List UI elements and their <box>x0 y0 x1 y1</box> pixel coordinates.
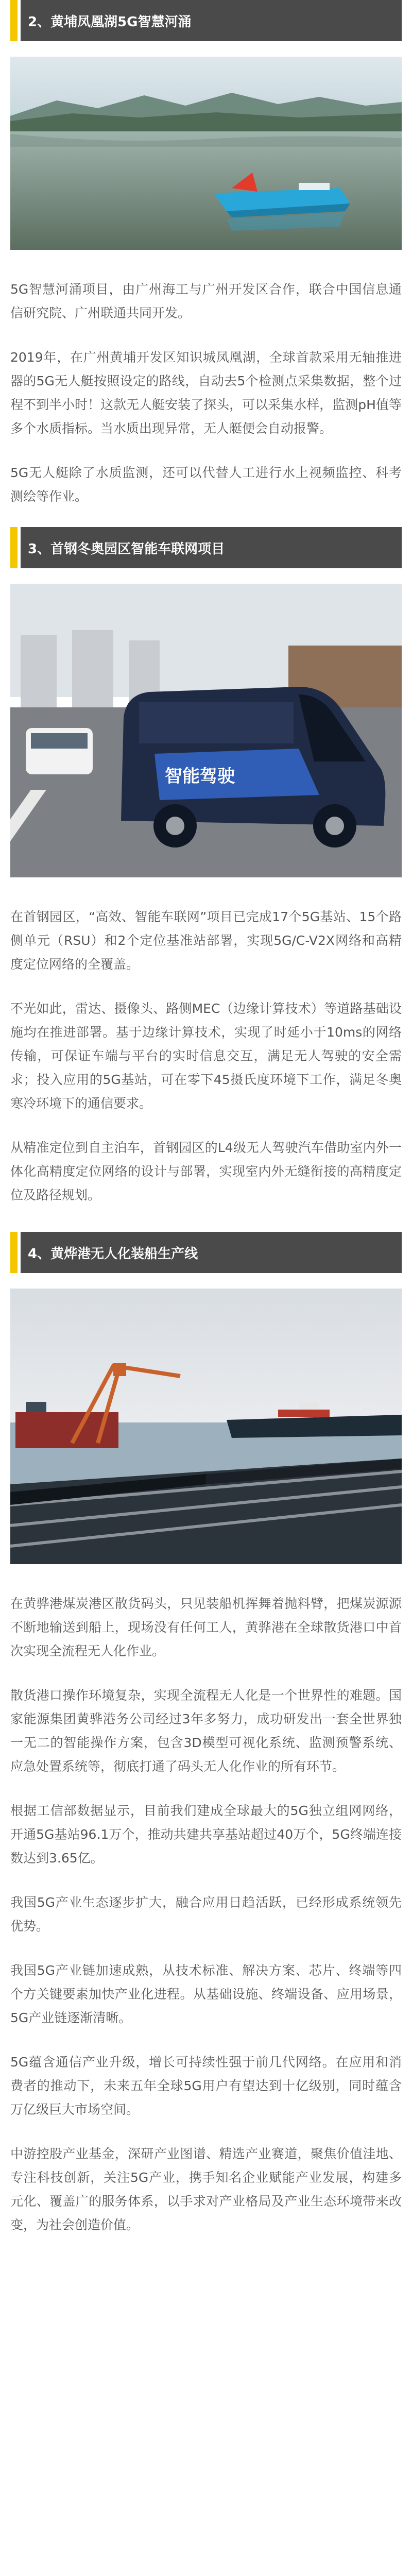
paragraph: 在黄骅港煤炭港区散货码头，只见装船机挥舞着抛料臂，把煤炭源源不断地输送到船上，现场没有任何工人，黄骅港在全球散货港口中首次实现全流程无人化作业。 <box>10 1596 402 1658</box>
heading-accent <box>18 1232 21 1273</box>
section-title: 4、黄烨港无人化装船生产线 <box>28 1246 198 1262</box>
paragraph: 中游控股产业基金，深研产业图谱、精选产业赛道，聚焦价值洼地、专注科技创新，关注5G产业，携手知名企业赋能产业发展，构建多元化、覆盖广的服务体系，以手求对产业格局及产业生态环境带来改变，为社会创造价值。 <box>10 2146 402 2232</box>
paragraph: 5G蕴含通信产业升级，增长可持续性强于前几代网络。在应用和消费者的推动下，未来五年全球5G用户有望达到十亿级别，同时蕴含万亿级巨大市场空间。 <box>10 2055 402 2117</box>
paragraph: 散货港口操作环境复杂，实现全流程无人化是一个世界性的难题。国家能源集团黄骅港务公司经过3年多努力，成功研发出一套全世界独一无二的智能操作方案，包含3D模型可视化系统、监测预警系统、应急处置系统等，彻底打通了码头无人化作业的所有环节。 <box>10 1688 402 1774</box>
paragraph: 不光如此，雷达、摄像头、路侧MEC（边缘计算技术）等道路基础设施均在推进部署。基于边缘计算技术，实现了时延小于10ms的网络传输，可保证车端与平台的实时信息交互，满足无人驾驶的安全需求；投入应用的5G基站，可在零下45摄氏度环境下工作，满足冬奥寒冷环境下的通信要求。 <box>10 1001 402 1111</box>
section-heading-2 <box>10 0 402 41</box>
paragraph: 5G智慧河涌项目，由广州海工与广州开发区合作，联合中国信息通信研究院、广州联通共同开发。 <box>10 282 402 320</box>
paragraph: 我国5G产业生态逐步扩大，融合应用日趋活跃，已经形成系统领先优势。 <box>10 1895 402 1934</box>
paragraph: 在首钢园区，“高效、智能车联网”项目已完成17个5G基站、15个路侧单元（RSU）和2个定位基准站部署，实现5G/C-V2X网络和高精度定位网络的全覆盖。 <box>10 909 402 972</box>
heading-accent <box>18 0 21 41</box>
autonomous-bus-illustration <box>10 584 402 877</box>
section-heading-4 <box>10 1232 402 1273</box>
paragraph: 我国5G产业链加速成熟，从技术标准、解决方案、芯片、终端等四个方关键要素加快产业化进程。从基础设施、终端设备、应用场景，5G产业链逐渐清晰。 <box>10 1963 402 2025</box>
paragraph: 5G无人艇除了水质监测，还可以代替人工进行水上视频监控、科考测绘等作业。 <box>10 465 402 504</box>
section-title: 2、黄埔凤凰湖5G智慧河涌 <box>28 14 192 30</box>
lake-boat-illustration <box>10 57 402 250</box>
autonomous-bus-image <box>10 584 402 877</box>
paragraph: 2019年，在广州黄埔开发区知识城凤凰湖，全球首款采用无轴推进器的5G无人艇按照设定的路线，自动去5个检测点采集数据，整个过程不到半小时！这款无人艇安装了探头，可以采集水样，监测pH值等多个水质指标。当水质出现异常，无人艇便会自动报警。 <box>10 350 402 436</box>
port-loading-illustration <box>10 1289 402 1564</box>
bus-lettering: 智能驾驶 <box>165 766 235 787</box>
heading-accent <box>18 527 21 568</box>
lake-boat-image <box>10 57 402 250</box>
port-loading-image <box>10 1289 402 1564</box>
paragraph: 根据工信部数据显示，目前我们建成全球最大的5G独立组网网络，开通5G基站96.1万个，推动共建共享基站超过40万个，5G终端连接数达到3.65亿。 <box>10 1803 402 1866</box>
paragraph: 从精准定位到自主泊车，首钢园区的L4级无人驾驶汽车借助室内外一体化高精度定位网络的设计与部署，实现室内外无缝衔接的高精度定位及路径规划。 <box>10 1140 402 1202</box>
section-heading-3 <box>10 527 402 568</box>
section-title: 3、首钢冬奥园区智能车联网项目 <box>28 541 225 557</box>
